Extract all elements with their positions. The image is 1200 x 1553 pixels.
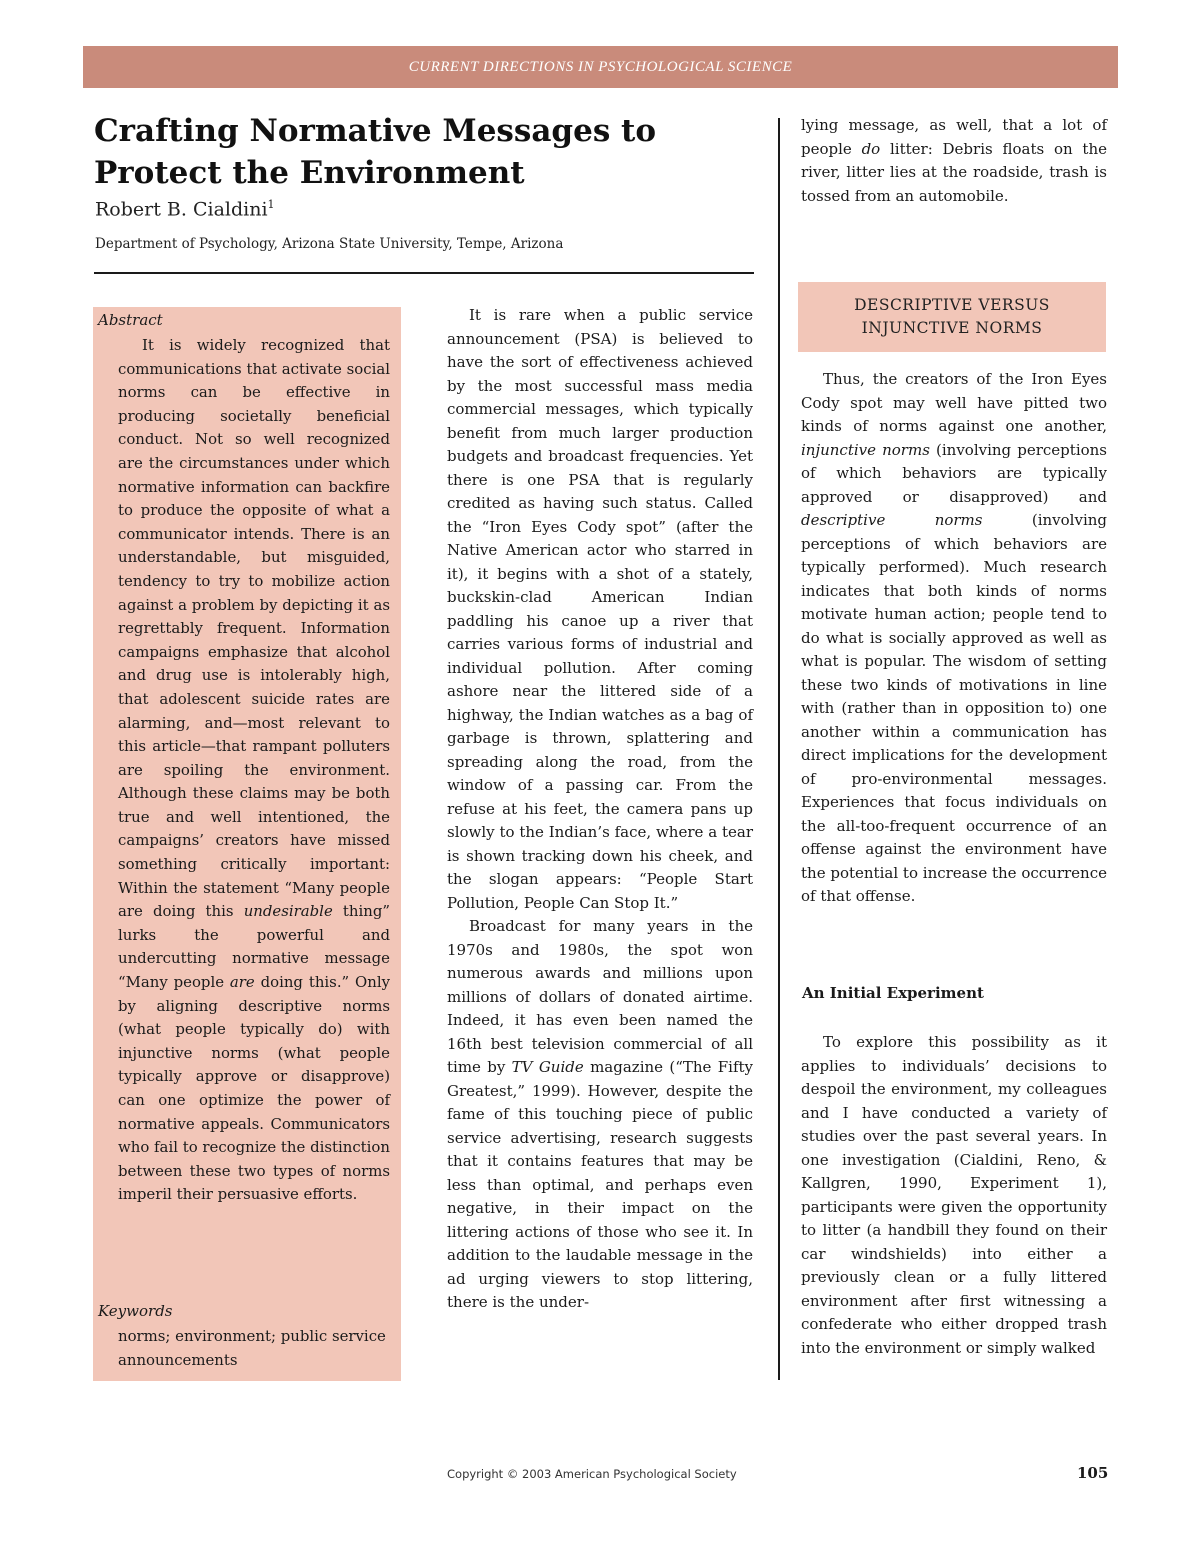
abstract-emphasis-2: are (229, 973, 255, 992)
author-line (95, 198, 275, 220)
abstract-text-1: It is widely recognized that communications that activate social norms can be effective in producing societally beneficial conduct. Not so well recognized are the circumstances under which normative information can backfire to produce the opposite of what a communicator intends. There is an understandable, but misguided, tendency to try to mobilize action against a problem by depicting it as regrettably frequent. Information campaigns emphasize that alcohol and drug use is intolerably high, that adolescent suicide rates are alarming, and—most relevant to this article—that rampant polluters are spoiling the environment. Although these claims may be both true and well intentioned, the campaigns’ creators have missed something critically important: Within the statement “Many people are doing this (118, 336, 390, 921)
paragraph-text: (involving perceptions of which behaviors are typically approved or disapproved) and (801, 440, 1107, 506)
term-injunctive-norms: injunctive norms (801, 440, 930, 459)
author-affiliation: Department of Psychology, Arizona State University, Tempe, Arizona (95, 236, 564, 252)
abstract-text-3: doing this.” Only by aligning descriptive norms (what people typically do) with injunctive norms (what people typically approve or disapprove) can one optimize the power of normative appeals. Communicators who fail to recognize the distinction between these two types of norms imperil their persuasive efforts. (118, 973, 391, 1204)
section-heading: DESCRIPTIVE VERSUS INJUNCTIVE NORMS (854, 296, 1050, 337)
emphasis: do (861, 139, 881, 158)
abstract-text-2: thing” lurks the powerful and undercutting normative message “Many people (118, 902, 390, 992)
abstract-body (118, 334, 390, 1207)
keywords-heading: Keywords (98, 1302, 173, 1320)
section-heading-box (798, 282, 1106, 352)
author-name: Robert B. Cialdini (95, 198, 268, 221)
body-column-3-top (801, 114, 1107, 208)
article-title: Crafting Normative Messages to Protect the Environment (94, 113, 657, 191)
body-column-2 (447, 304, 753, 1315)
abstract-heading: Abstract (98, 311, 163, 329)
journal-banner (83, 46, 1118, 88)
paragraph-text: Thus, the creators of the Iron Eyes Cody spot may well have pitted two kinds of norms against one another, (801, 370, 1107, 435)
paragraph (801, 368, 1107, 909)
paragraph (447, 915, 753, 1315)
paragraph-text: It is rare when a public service announcement (PSA) is believed to have the sort of effectiveness achieved by the most successful mass media commercial messages, which typically benefit from much larger production budgets and broadcast frequencies. Yet there is one PSA that is regularly credited as having such status. Called the “Iron Eyes Cody spot” (after the Native American actor who starred in it), it begins with a shot of a stately, buckskin-clad American Indian paddling his canoe up a river that carries various forms of industrial and individual pollution. After coming ashore near the littered side of a highway, the Indian watches as a bag of garbage is thrown, splattering and spreading along the road, from the window of a passing car. From the refuse at his feet, the camera pans up slowly to the Indian’s face, where a tear is shown tracking down his cheek, and the slogan appears: “People Start Pollution, People Can Stop It.” (447, 306, 753, 912)
paragraph (801, 1031, 1107, 1360)
paragraph-text: Broadcast for many years in the 1970s and 1980s, the spot won numerous awards and millions upon millions of dollars of donated airtime. Indeed, it has even been named the 16th best television commercial of all time by (447, 917, 753, 1076)
paragraph (447, 304, 753, 915)
term-descriptive-norms: descriptive norms (801, 511, 983, 529)
abstract-emphasis-1: undesirable (243, 902, 333, 921)
paragraph-text: lying message, as well, that a lot of people (801, 116, 1107, 158)
magazine-name: TV Guide (511, 1058, 584, 1076)
page-number: 105 (1077, 1464, 1109, 1482)
paragraph-text: magazine (“The Fifty Greatest,” 1999). However, despite the fame of this touching piece of public service advertising, research suggests that it contains features that may be less than optimal, and perhaps even negative, in their impact on the littering actions of those who see it. In addition to the laudable message in the ad urging viewers to stop littering, there is the under- (447, 1058, 753, 1311)
journal-name: CURRENT DIRECTIONS IN PSYCHOLOGICAL SCIENCE (408, 58, 793, 75)
title-divider (94, 272, 754, 274)
paragraph-text: To explore this possibility as it applies to individuals’ decisions to despoil the environment, my colleagues and I have conducted a variety of studies over the past several years. In one investigation (Cialdini, Reno, & Kallgren, 1990, Experiment 1), participants were given the opportunity to litter (a handbill they found on their car windshields) into either a previously clean or a fully littered environment after first witnessing a confederate who either dropped trash into the environment or simply walked (801, 1033, 1107, 1357)
copyright-notice: Copyright © 2003 American Psychological Society (447, 1467, 737, 1481)
subsection-heading: An Initial Experiment (802, 984, 984, 1002)
author-footnote-marker: 1 (267, 198, 275, 211)
paragraph (801, 114, 1107, 208)
paragraph-text: (involving perceptions of which behaviors are typically performed). Much research indicates that both kinds of norms motivate human action; people tend to do what is socially approved as well as what is popular. The wisdom of setting these two kinds of motivations in line with (rather than in opposition to) one another within a communication has direct implications for the development of pro-environmental messages. Experiences that focus individuals on the all-too-frequent occurrence of an offense against the environment have the potential to increase the occurrence of that offense. (801, 511, 1108, 905)
body-column-3-bottom (801, 1031, 1107, 1360)
keywords-text: norms; environment; public service announcements (118, 1327, 386, 1369)
paragraph-text: litter: Debris floats on the river, litter lies at the roadside, trash is tossed from an automobile. (801, 139, 1107, 205)
body-column-3-mid (801, 368, 1107, 909)
column-divider (778, 118, 780, 1380)
